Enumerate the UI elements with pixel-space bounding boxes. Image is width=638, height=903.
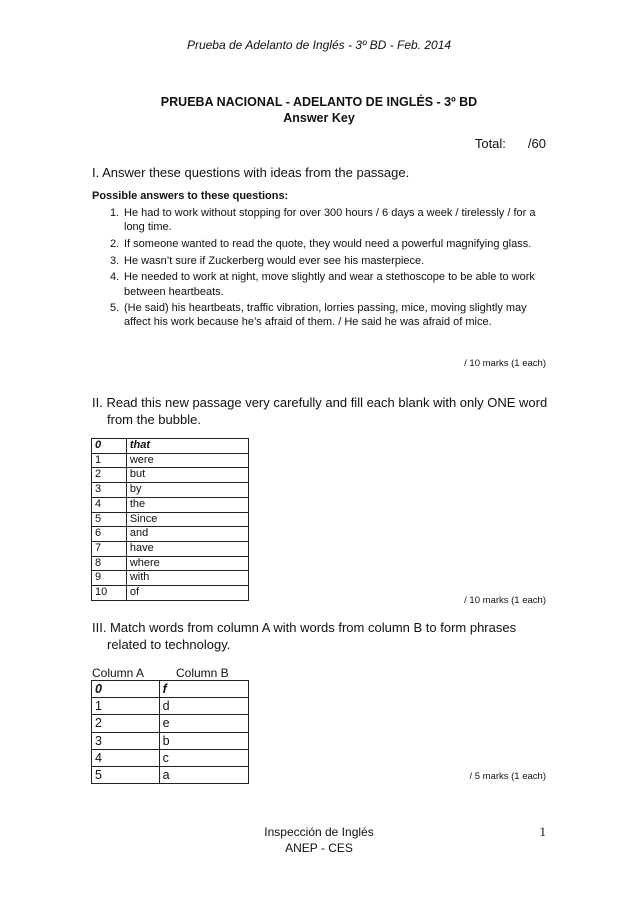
section-1-subtitle: Possible answers to these questions: [92,190,289,202]
table-row [92,483,249,498]
section-2-marks: / 10 marks (1 each) [464,595,546,606]
table-row [92,527,249,542]
answer-number: 1. [110,207,120,219]
column-a-value: 0 [92,681,160,698]
blank-number: 7 [92,541,127,556]
blank-number: 3 [92,483,127,498]
table-row [92,767,249,784]
table-row [92,541,249,556]
answer-number: 5. [110,302,120,315]
table-row [92,749,249,766]
blank-word: of [126,586,248,601]
blank-number: 0 [92,439,127,454]
section-3-marks: / 5 marks (1 each) [469,771,546,782]
blank-number: 1 [92,453,127,468]
answer-number: 4. [110,271,120,284]
table-row [92,698,249,715]
column-b-value: f [159,681,248,698]
answer-item [92,254,548,268]
table-row [92,732,249,749]
total-score [475,136,546,151]
table-row [92,468,249,483]
column-a-value: 1 [92,698,160,715]
table-row [92,681,249,698]
blank-word: have [126,541,248,556]
section-1-title: I. Answer these questions with ideas from the passage. [92,165,410,180]
blank-word: and [126,527,248,542]
blank-word: where [126,556,248,571]
answer-text: He had to work without stopping for over 300 hours / 6 days a week / tirelessly / for a long time. [124,207,536,234]
matching-answer-table [91,680,249,784]
column-a-value: 3 [92,732,160,749]
blank-number: 6 [92,527,127,542]
blank-word: Since [126,512,248,527]
table-row [92,497,249,512]
answer-item [92,206,548,234]
column-b-value: c [159,749,248,766]
blank-word: but [126,468,248,483]
section-1-marks: / 10 marks (1 each) [464,358,546,369]
section-2-title-line-2: from the bubble. [107,412,201,427]
column-a-value: 5 [92,767,160,784]
blank-number: 10 [92,586,127,601]
column-a-header: Column A [92,666,145,680]
footer-line-2: ANEP - CES [285,841,353,855]
table-row [92,586,249,601]
title-line-1: PRUEBA NACIONAL - ADELANTO DE INGLÉS - 3º BD [160,95,478,109]
table-row [92,571,249,586]
answer-text: If someone wanted to read the quote, they would need a powerful magnifying glass. [124,237,532,250]
blank-number: 4 [92,497,127,512]
table-row [92,715,249,732]
column-a-value: 2 [92,715,160,732]
column-b-value: e [159,715,248,732]
blank-number: 5 [92,512,127,527]
section-3-title-line-2: related to technology. [107,637,231,652]
blank-number: 8 [92,556,127,571]
table-row [92,439,249,454]
column-a-value: 4 [92,749,160,766]
section-2-title [92,394,547,428]
total-label: Total: [474,136,506,151]
column-b-value: b [159,732,248,749]
total-value: /60 [527,136,546,151]
answer-item [92,237,548,251]
answer-list [92,206,548,332]
answer-text: He wasn’t sure if Zuckerberg would ever see his masterpiece. [124,254,425,267]
answer-item [92,301,548,329]
answer-number: 3. [110,254,120,267]
table-row [92,556,249,571]
page-header: Prueba de Adelanto de Inglés - 3º BD - Feb. 2014 [186,38,452,52]
blank-word: that [126,439,248,454]
answer-text: (He said) his heartbeats, traffic vibration, lorries passing, mice, moving slightly may affect his work because he’s afraid of them. / He said he was afraid of mice. [124,302,527,329]
footer-line-1: Inspección de Inglés [264,825,374,839]
title-line-2: Answer Key [283,111,355,125]
blank-answer-table [91,438,249,601]
column-b-value: d [159,698,248,715]
section-3-title [92,619,516,653]
blank-word: the [126,497,248,512]
blank-word: were [126,453,248,468]
document-title [0,94,638,126]
answer-item [92,270,548,298]
table-row [92,453,249,468]
section-2-title-line-1: II. Read this new passage very carefully and fill each blank with only ONE word [92,395,548,410]
blank-word: with [126,571,248,586]
column-b-value: a [159,767,248,784]
table-row [92,512,249,527]
column-b-header: Column B [176,666,229,680]
blank-number: 2 [92,468,127,483]
blank-word: by [126,483,248,498]
blank-number: 9 [92,571,127,586]
answer-number: 2. [110,237,120,250]
section-3-title-line-1: III. Match words from column A with words from column B to form phrases [92,620,517,635]
page-number: 1 [539,824,546,839]
answer-text: He needed to work at night, move slightly and wear a stethoscope to be able to work between heartbeats. [124,271,535,298]
